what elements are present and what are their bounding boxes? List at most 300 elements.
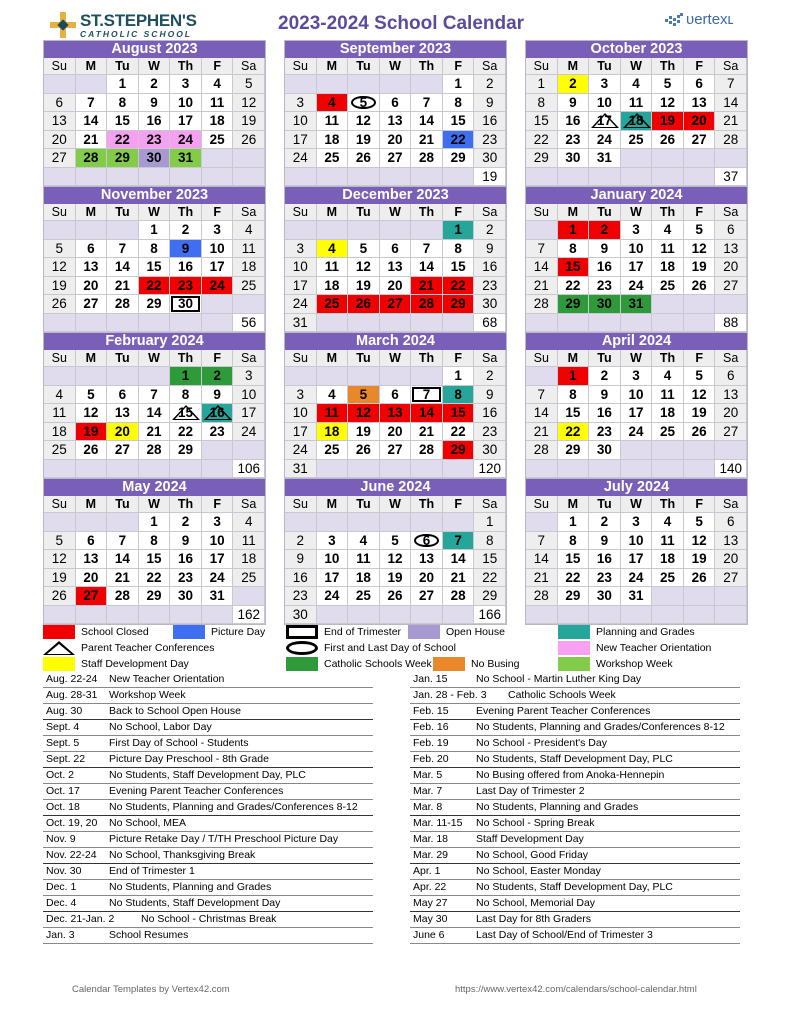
- weekday-header: W: [380, 58, 412, 75]
- empty-cell: [76, 75, 108, 94]
- weekday-header: Th: [170, 350, 202, 367]
- event-row: [410, 768, 740, 784]
- event-description: School Resumes: [109, 929, 189, 941]
- day-cell: 4: [317, 94, 349, 113]
- month-september-2023: [284, 40, 507, 187]
- weekday-header: Th: [411, 496, 443, 513]
- day-cell: 3: [233, 367, 265, 386]
- weekday-header: Sa: [233, 58, 265, 75]
- legend: [43, 624, 753, 672]
- day-cell: 5: [348, 94, 380, 113]
- event-row: [410, 720, 740, 736]
- event-row: [43, 784, 373, 800]
- day-cell: 10: [202, 240, 234, 259]
- empty-cell: [526, 367, 558, 386]
- day-cell: 6: [715, 513, 747, 532]
- empty-cell: [170, 168, 202, 187]
- empty-cell: [317, 460, 349, 479]
- event-row: [410, 864, 740, 880]
- empty-cell: [715, 606, 747, 625]
- day-cell: 21: [526, 423, 558, 442]
- day-cell: 19: [348, 277, 380, 296]
- weekday-header: Th: [652, 204, 684, 221]
- day-cell: 11: [44, 404, 76, 423]
- event-date: Mar. 7: [413, 785, 443, 797]
- day-cell: 1: [558, 367, 590, 386]
- empty-cell: [285, 513, 317, 532]
- weekday-header: Su: [285, 58, 317, 75]
- day-cell: 24: [233, 423, 265, 442]
- event-row: [43, 704, 373, 720]
- day-cell: 20: [76, 569, 108, 588]
- event-row: [410, 832, 740, 848]
- weekday-header: Th: [170, 204, 202, 221]
- day-cell: 19: [76, 423, 108, 442]
- day-cell: 26: [348, 149, 380, 168]
- empty-cell: [526, 460, 558, 479]
- day-cell: 21: [76, 131, 108, 150]
- empty-cell: [202, 460, 234, 479]
- event-description: Evening Parent Teacher Conferences: [476, 705, 651, 717]
- day-cell: 21: [443, 569, 475, 588]
- event-date: May 27: [413, 897, 448, 909]
- event-description: No Students, Staff Development Day, PLC: [476, 753, 673, 765]
- empty-cell: [233, 441, 265, 460]
- school-days-total: 106: [233, 460, 265, 479]
- event-description: No School, Easter Monday: [476, 865, 601, 877]
- weekday-header: M: [558, 58, 590, 75]
- month-title: October 2023: [526, 41, 747, 58]
- empty-cell: [139, 314, 171, 333]
- day-cell: 24: [589, 131, 621, 150]
- empty-cell: [76, 168, 108, 187]
- day-cell: 15: [443, 404, 475, 423]
- event-date: Dec. 1: [46, 881, 77, 893]
- empty-cell: [107, 314, 139, 333]
- day-cell: 27: [684, 131, 716, 150]
- footer-url[interactable]: https://www.vertex42.com/calendars/school-calendar.html: [455, 984, 697, 995]
- day-cell: 27: [411, 587, 443, 606]
- day-cell: 26: [348, 441, 380, 460]
- day-cell: 7: [411, 94, 443, 113]
- event-description: Evening Parent Teacher Conferences: [109, 785, 284, 797]
- day-cell: 28: [411, 295, 443, 314]
- day-cell: 17: [621, 404, 653, 423]
- day-cell: 21: [411, 277, 443, 296]
- weekday-header: Tu: [348, 350, 380, 367]
- day-cell: 3: [170, 75, 202, 94]
- day-cell: 9: [474, 386, 506, 405]
- event-date: Sept. 4: [46, 721, 80, 733]
- day-cell: 18: [44, 423, 76, 442]
- day-cell: 16: [170, 550, 202, 569]
- day-cell: 29: [170, 441, 202, 460]
- month-july-2024: [525, 478, 748, 625]
- day-cell: 23: [589, 423, 621, 442]
- day-cell: 25: [44, 441, 76, 460]
- event-date: Dec. 21-Jan. 2: [46, 913, 115, 925]
- empty-cell: [285, 221, 317, 240]
- day-cell: 5: [684, 513, 716, 532]
- day-cell: 11: [652, 240, 684, 259]
- empty-cell: [443, 460, 475, 479]
- day-cell: 26: [233, 131, 265, 150]
- vertex42-logo: [665, 11, 734, 28]
- day-cell: 24: [621, 277, 653, 296]
- empty-cell: [139, 606, 171, 625]
- day-cell: 8: [526, 94, 558, 113]
- empty-cell: [411, 367, 443, 386]
- day-cell: 23: [170, 569, 202, 588]
- empty-cell: [652, 587, 684, 606]
- weekday-header: Th: [652, 496, 684, 513]
- legend-item: [286, 656, 432, 672]
- day-cell: 15: [526, 112, 558, 131]
- day-cell: 28: [526, 441, 558, 460]
- day-cell: 9: [589, 532, 621, 551]
- day-cell: 9: [589, 240, 621, 259]
- empty-cell: [411, 460, 443, 479]
- event-description: Catholic Schools Week: [508, 689, 616, 701]
- school-days-total: 88: [715, 314, 747, 333]
- day-cell: 18: [652, 258, 684, 277]
- weekday-header: F: [684, 204, 716, 221]
- empty-cell: [44, 314, 76, 333]
- day-cell: 6: [107, 386, 139, 405]
- weekday-header: M: [558, 496, 590, 513]
- day-cell: 10: [170, 94, 202, 113]
- day-cell: 15: [443, 112, 475, 131]
- day-cell: 28: [76, 149, 108, 168]
- day-cell: 10: [202, 532, 234, 551]
- empty-cell: [170, 460, 202, 479]
- event-description: No School - Martin Luther King Day: [476, 673, 642, 685]
- day-cell: 25: [621, 131, 653, 150]
- day-cell: 5: [233, 75, 265, 94]
- empty-cell: [348, 168, 380, 187]
- day-cell: 31: [621, 587, 653, 606]
- day-cell: 20: [44, 131, 76, 150]
- weekday-header: F: [202, 204, 234, 221]
- weekday-header: Su: [44, 58, 76, 75]
- empty-cell: [233, 149, 265, 168]
- event-date: Oct. 19, 20: [46, 817, 98, 829]
- day-cell: 17: [285, 277, 317, 296]
- weekday-header: Su: [526, 350, 558, 367]
- empty-cell: [285, 367, 317, 386]
- weekday-header: Th: [411, 350, 443, 367]
- empty-cell: [233, 587, 265, 606]
- day-cell: 21: [107, 277, 139, 296]
- day-cell: 18: [652, 550, 684, 569]
- day-cell: 22: [526, 131, 558, 150]
- empty-cell: [715, 149, 747, 168]
- day-cell: 2: [170, 221, 202, 240]
- day-cell: 4: [317, 386, 349, 405]
- day-cell: 27: [107, 441, 139, 460]
- day-cell: 30: [589, 295, 621, 314]
- day-cell: 20: [715, 404, 747, 423]
- day-cell: 2: [474, 75, 506, 94]
- event-date: Mar. 18: [413, 833, 449, 845]
- day-cell: 1: [558, 513, 590, 532]
- day-cell: 20: [411, 569, 443, 588]
- day-cell: 24: [202, 277, 234, 296]
- day-cell: 4: [202, 75, 234, 94]
- day-cell: 11: [233, 240, 265, 259]
- day-cell: 31: [202, 587, 234, 606]
- day-cell: 6: [684, 75, 716, 94]
- empty-cell: [44, 221, 76, 240]
- day-cell: 12: [76, 404, 108, 423]
- day-cell: 2: [589, 513, 621, 532]
- empty-cell: [76, 221, 108, 240]
- empty-cell: [621, 441, 653, 460]
- day-cell: 11: [317, 404, 349, 423]
- day-cell: 30: [474, 295, 506, 314]
- event-description: No School - Spring Break: [476, 817, 595, 829]
- day-cell: 28: [526, 295, 558, 314]
- weekday-header: Sa: [233, 204, 265, 221]
- day-cell: 25: [348, 587, 380, 606]
- month-january-2024: [525, 186, 748, 333]
- day-cell: 6: [715, 367, 747, 386]
- rectangle-outline-icon: [286, 625, 318, 639]
- weekday-header: M: [76, 58, 108, 75]
- day-cell: 13: [380, 404, 412, 423]
- day-cell: 19: [233, 112, 265, 131]
- day-cell: 11: [652, 532, 684, 551]
- day-cell: 18: [621, 112, 653, 131]
- empty-cell: [684, 314, 716, 333]
- weekday-header: Sa: [474, 58, 506, 75]
- day-cell: 21: [411, 131, 443, 150]
- day-cell: 29: [107, 149, 139, 168]
- empty-cell: [170, 314, 202, 333]
- day-cell: 20: [380, 277, 412, 296]
- school-name: ST.STEPHEN'S: [80, 10, 197, 30]
- event-row: [43, 864, 373, 880]
- day-cell: 25: [652, 277, 684, 296]
- day-cell: 4: [652, 513, 684, 532]
- weekday-header: Tu: [589, 350, 621, 367]
- event-description: No Students, Planning and Grades: [109, 881, 272, 893]
- legend-item: [43, 640, 214, 656]
- day-cell: 10: [285, 258, 317, 277]
- weekday-header: Tu: [348, 204, 380, 221]
- legend-label: Planning and Grades: [596, 626, 695, 638]
- day-cell: 10: [233, 386, 265, 405]
- event-date: Oct. 2: [46, 769, 75, 781]
- weekday-header: Tu: [107, 350, 139, 367]
- day-cell: 26: [652, 131, 684, 150]
- empty-cell: [558, 460, 590, 479]
- day-cell: 26: [348, 295, 380, 314]
- day-cell: 11: [621, 94, 653, 113]
- day-cell: 26: [76, 441, 108, 460]
- day-cell: 18: [317, 423, 349, 442]
- empty-cell: [44, 367, 76, 386]
- month-november-2023: [43, 186, 266, 333]
- day-cell: 29: [474, 587, 506, 606]
- empty-cell: [317, 314, 349, 333]
- day-cell: 22: [558, 569, 590, 588]
- empty-cell: [684, 441, 716, 460]
- day-cell: 23: [170, 277, 202, 296]
- day-cell: 27: [380, 441, 412, 460]
- day-cell: 4: [317, 240, 349, 259]
- day-cell: 11: [317, 112, 349, 131]
- day-cell: 18: [202, 112, 234, 131]
- weekday-header: Tu: [589, 204, 621, 221]
- weekday-header: W: [139, 496, 171, 513]
- day-cell: 24: [170, 131, 202, 150]
- event-row: [43, 912, 373, 928]
- day-cell: 14: [411, 112, 443, 131]
- event-date: Nov. 30: [46, 865, 82, 877]
- empty-cell: [380, 513, 412, 532]
- events-list-left: [43, 672, 373, 944]
- event-date: Aug. 28-31: [46, 689, 98, 701]
- empty-cell: [44, 606, 76, 625]
- empty-cell: [621, 149, 653, 168]
- legend-label: Workshop Week: [596, 658, 673, 670]
- day-cell: 31: [170, 149, 202, 168]
- month-title: April 2024: [526, 333, 747, 350]
- legend-item: [43, 656, 189, 672]
- weekday-header: Sa: [233, 350, 265, 367]
- day-cell: 6: [411, 532, 443, 551]
- day-cell: 10: [621, 386, 653, 405]
- day-cell: 3: [202, 221, 234, 240]
- empty-cell: [348, 513, 380, 532]
- day-cell: 6: [76, 532, 108, 551]
- empty-cell: [652, 441, 684, 460]
- empty-cell: [380, 221, 412, 240]
- day-cell: 9: [474, 240, 506, 259]
- day-cell: 19: [684, 258, 716, 277]
- empty-cell: [348, 314, 380, 333]
- event-date: Aug. 30: [46, 705, 83, 717]
- day-cell: 26: [380, 587, 412, 606]
- day-cell: 6: [76, 240, 108, 259]
- empty-cell: [380, 75, 412, 94]
- day-cell: 3: [285, 240, 317, 259]
- day-cell: 6: [380, 386, 412, 405]
- weekday-header: F: [443, 496, 475, 513]
- day-cell: 29: [558, 587, 590, 606]
- event-row: [410, 880, 740, 896]
- weekday-header: F: [443, 204, 475, 221]
- day-cell: 7: [526, 532, 558, 551]
- event-description: Picture Day Preschool - 8th Grade: [109, 753, 269, 765]
- day-cell: 28: [411, 441, 443, 460]
- day-cell: 22: [139, 569, 171, 588]
- event-row: [410, 704, 740, 720]
- day-cell: 19: [348, 423, 380, 442]
- empty-cell: [684, 587, 716, 606]
- month-february-2024: [43, 332, 266, 479]
- event-row: [43, 768, 373, 784]
- day-cell: 16: [558, 112, 590, 131]
- empty-cell: [715, 587, 747, 606]
- day-cell: 26: [684, 277, 716, 296]
- day-cell: 14: [139, 404, 171, 423]
- day-cell: 4: [652, 221, 684, 240]
- event-row: [410, 912, 740, 928]
- empty-cell: [285, 75, 317, 94]
- weekday-header: Su: [44, 204, 76, 221]
- cross-icon: [50, 12, 76, 38]
- empty-cell: [348, 367, 380, 386]
- month-december-2023: [284, 186, 507, 333]
- event-description: No Students, Planning and Grades/Conferences 8-12: [109, 801, 358, 813]
- month-june-2024: [284, 478, 507, 625]
- day-cell: 22: [558, 277, 590, 296]
- weekday-header: W: [621, 58, 653, 75]
- day-cell: 4: [233, 221, 265, 240]
- event-description: No Students, Staff Development Day: [109, 897, 281, 909]
- weekday-header: Su: [44, 496, 76, 513]
- event-row: [410, 752, 740, 768]
- event-date: Apr. 1: [413, 865, 441, 877]
- day-cell: 7: [107, 240, 139, 259]
- event-row: [43, 736, 373, 752]
- color-swatch: [43, 657, 75, 671]
- empty-cell: [411, 513, 443, 532]
- day-cell: 23: [474, 277, 506, 296]
- empty-cell: [202, 149, 234, 168]
- day-cell: 8: [443, 386, 475, 405]
- day-cell: 14: [107, 550, 139, 569]
- weekday-header: Th: [170, 58, 202, 75]
- day-cell: 18: [233, 550, 265, 569]
- day-cell: 21: [107, 569, 139, 588]
- day-cell: 5: [44, 240, 76, 259]
- day-cell: 26: [684, 423, 716, 442]
- day-cell: 22: [170, 423, 202, 442]
- day-cell: 15: [474, 550, 506, 569]
- day-cell: 14: [76, 112, 108, 131]
- weekday-header: M: [317, 350, 349, 367]
- day-cell: 5: [76, 386, 108, 405]
- empty-cell: [558, 168, 590, 187]
- day-cell: 12: [44, 550, 76, 569]
- weekday-header: W: [380, 350, 412, 367]
- empty-cell: [526, 314, 558, 333]
- month-august-2023: [43, 40, 266, 187]
- legend-label: End of Trimester: [324, 626, 402, 638]
- empty-cell: [621, 460, 653, 479]
- day-cell: 22: [558, 423, 590, 442]
- empty-cell: [443, 513, 475, 532]
- empty-cell: [443, 606, 475, 625]
- day-cell: 19: [652, 112, 684, 131]
- day-cell: 7: [139, 386, 171, 405]
- day-cell: 12: [684, 532, 716, 551]
- event-row: [410, 800, 740, 816]
- day-cell: 15: [139, 258, 171, 277]
- day-cell: 16: [474, 112, 506, 131]
- day-cell: 12: [652, 94, 684, 113]
- event-description: No Students, Planning and Grades/Conferences 8-12: [476, 721, 725, 733]
- empty-cell: [107, 367, 139, 386]
- empty-cell: [202, 168, 234, 187]
- oval-outline-icon: [286, 641, 318, 655]
- event-date: Jan. 3: [46, 929, 75, 941]
- event-description: Last Day of Trimester 2: [476, 785, 585, 797]
- day-cell: 12: [348, 404, 380, 423]
